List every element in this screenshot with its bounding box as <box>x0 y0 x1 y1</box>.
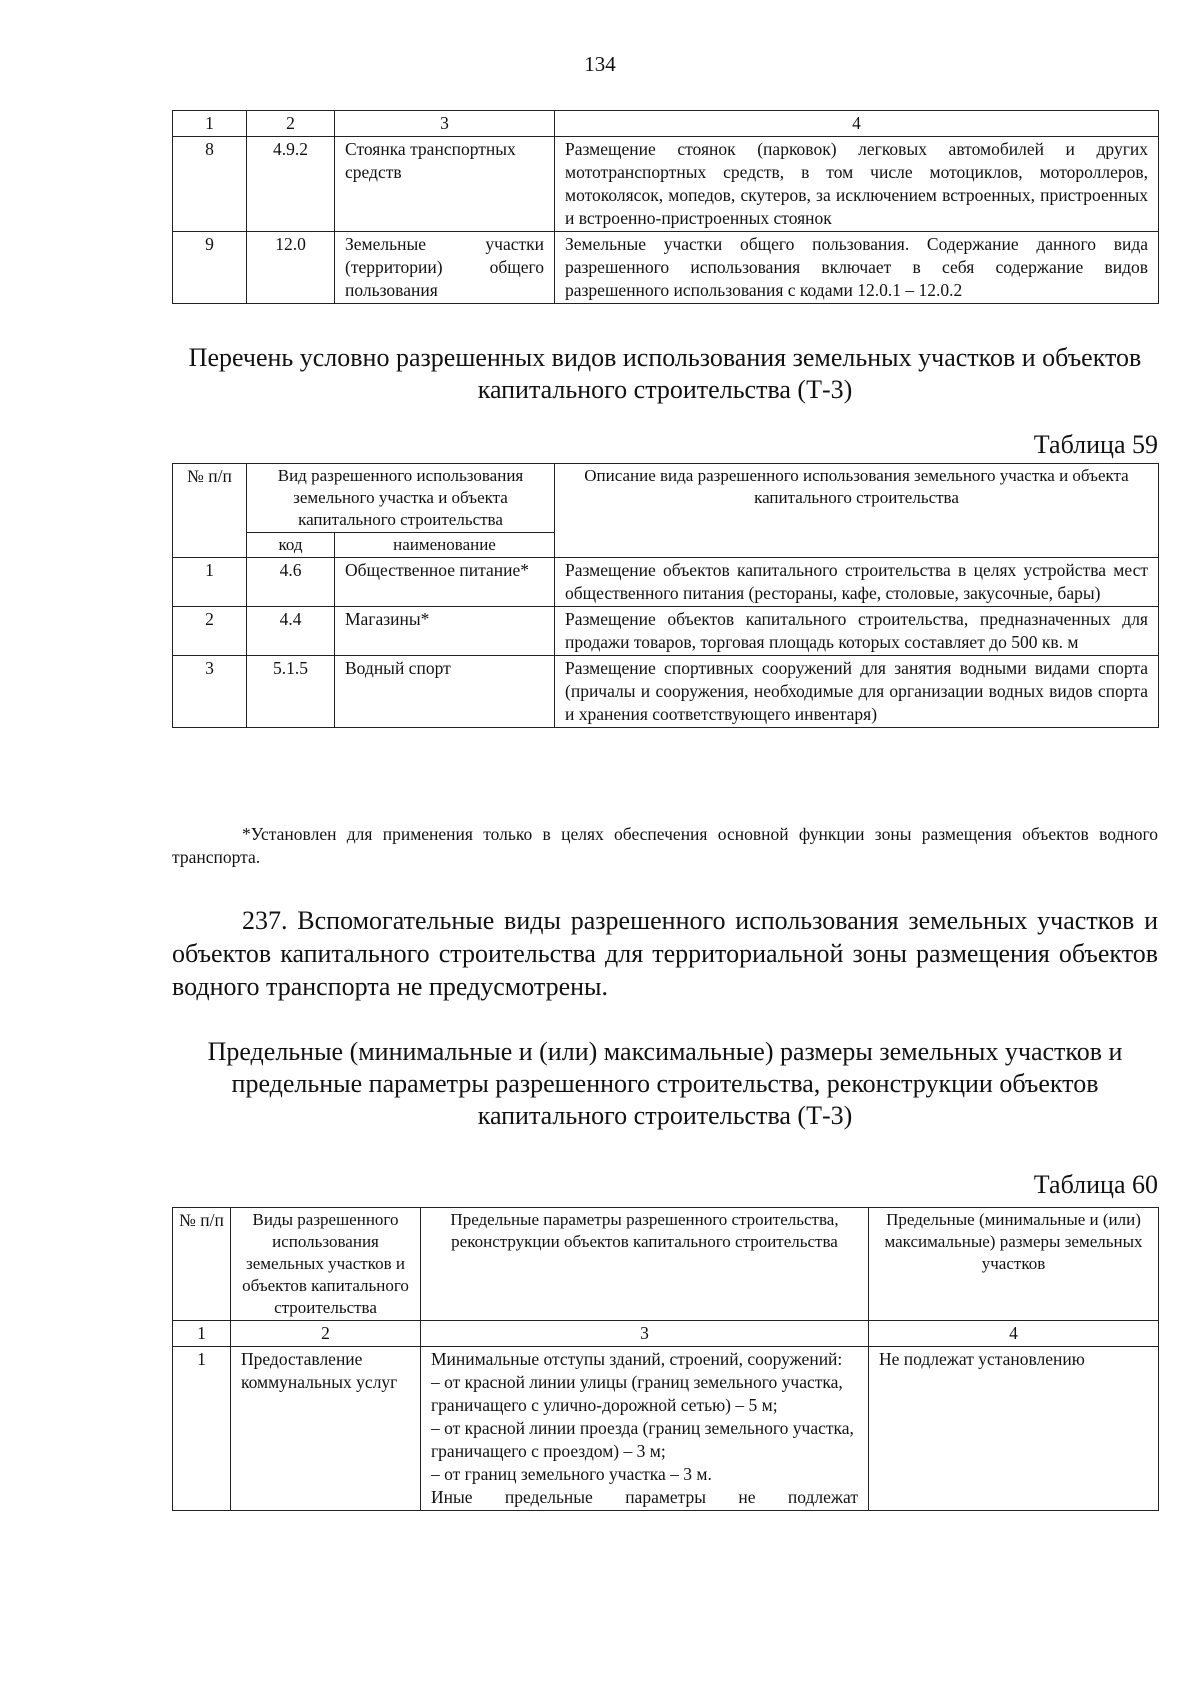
row-name: Водный спорт <box>335 656 555 728</box>
row-code: 4.6 <box>247 558 335 607</box>
table-row <box>173 137 1159 232</box>
row-description: Размещение стоянок (парковок) легковых автомобилей и других мототранспортных средств, в том числе мотоциклов, мотороллеров, мотоколясок, мопедов, скутеров, за исключением встроенных, пристроенных и встроенно-пристроенных стоянок <box>555 137 1159 232</box>
row-description: Размещение спортивных сооружений для занятия водными видами спорта (причалы и сооружения, необходимые для организации водных видов спорта и хранения соответствующего инвентаря) <box>555 656 1159 728</box>
row-params <box>421 1347 869 1511</box>
col-num-header: 1 <box>173 111 247 137</box>
row-description: Размещение объектов капитального строительства, предназначенных для продажи товаров, торговая площадь которых составляет до 500 кв. м <box>555 607 1159 656</box>
row-num: 8 <box>173 137 247 232</box>
col-sizes-header: Предельные (минимальные и (или) максимальные) размеры земельных участков <box>869 1208 1159 1321</box>
row-name: Стоянка транспортных средств <box>335 137 555 232</box>
col-number-1: 1 <box>173 1321 231 1347</box>
row-sizes: Не подлежат установлению <box>869 1347 1159 1511</box>
row-num: 9 <box>173 232 247 304</box>
row-code: 5.1.5 <box>247 656 335 728</box>
table-59-label: Таблица 59 <box>1033 430 1158 459</box>
row-code: 4.9.2 <box>247 137 335 232</box>
conditional-uses-heading: Перечень условно разрешенных видов использования земельных участков и объектов капитального строительства (Т-3) <box>188 343 1142 404</box>
param-line: – от красной линии улицы (границ земельного участка, граничащего с улично-дорожной сетью) – 5 м; <box>431 1372 843 1415</box>
row-type: Предоставление коммунальных услуг <box>231 1347 421 1511</box>
table-header-row <box>173 1208 1159 1321</box>
limits-heading: Предельные (минимальные и (или) максимальные) размеры земельных участков и предельные параметры разрешенного строительства, реконструкции объектов капитального строительства (Т-3) <box>207 1037 1123 1130</box>
col-num-header: № п/п <box>173 1208 231 1321</box>
col-name-header: наименование <box>335 533 555 558</box>
col-number-2: 2 <box>231 1321 421 1347</box>
row-name: Магазины* <box>335 607 555 656</box>
col-number-4: 4 <box>869 1321 1159 1347</box>
col-code-header: код <box>247 533 335 558</box>
table-row <box>173 656 1159 728</box>
table-60 <box>172 1207 1159 1511</box>
row-name: Общественное питание* <box>335 558 555 607</box>
row-name: Земельные участки (территории) общего пользования <box>335 232 555 304</box>
col-name-header: 3 <box>335 111 555 137</box>
table-row <box>173 558 1159 607</box>
col-code-header: 2 <box>247 111 335 137</box>
table-59 <box>172 463 1159 728</box>
col-type-header: Вид разрешенного использования земельного участка и объекта капитального строительства <box>247 464 555 533</box>
permitted-uses-table-continuation <box>172 110 1159 304</box>
paragraph-237: 237. Вспомогательные виды разрешенного использования земельных участков и объектов капитального строительства для территориальной зоны размещения объектов водного транспорта не предусмотрены. <box>172 906 1158 1001</box>
row-code: 12.0 <box>247 232 335 304</box>
row-num: 2 <box>173 607 247 656</box>
col-types-header: Виды разрешенного использования земельных участков и объектов капитального строительства <box>231 1208 421 1321</box>
row-num: 1 <box>173 1347 231 1511</box>
param-line: Иные предельные параметры не подлежат <box>431 1487 858 1507</box>
page-number: 134 <box>584 52 616 76</box>
row-description: Размещение объектов капитального строительства в целях устройства мест общественного питания (рестораны, кафе, столовые, закусочные, бары) <box>555 558 1159 607</box>
row-num: 1 <box>173 558 247 607</box>
param-line: – от красной линии проезда (границ земельного участка, граничащего с проездом) – 3 м; <box>431 1418 854 1461</box>
param-line: Минимальные отступы зданий, строений, сооружений: <box>431 1349 843 1369</box>
table-row <box>173 232 1159 304</box>
table-header-row <box>173 464 1159 533</box>
footnote: *Установлен для применения только в целях обеспечения основной функции зоны размещения объектов водного транспорта. <box>172 824 1158 867</box>
table-row <box>173 607 1159 656</box>
row-code: 4.4 <box>247 607 335 656</box>
col-params-header: Предельные параметры разрешенного строительства, реконструкции объектов капитального строительства <box>421 1208 869 1321</box>
table-header-row <box>173 111 1159 137</box>
table-row <box>173 1347 1159 1511</box>
table-numbering-row <box>173 1321 1159 1347</box>
row-description: Земельные участки общего пользования. Содержание данного вида разрешенного использования включает в себя содержание видов разрешенного использования с кодами 12.0.1 – 12.0.2 <box>555 232 1159 304</box>
col-number-3: 3 <box>421 1321 869 1347</box>
col-desc-header: Описание вида разрешенного использования земельного участка и объекта капитального строительства <box>555 464 1159 558</box>
col-num-header: № п/п <box>173 464 247 558</box>
table-60-label: Таблица 60 <box>1033 1170 1158 1199</box>
row-num: 3 <box>173 656 247 728</box>
param-line: – от границ земельного участка – 3 м. <box>431 1464 712 1484</box>
col-desc-header: 4 <box>555 111 1159 137</box>
